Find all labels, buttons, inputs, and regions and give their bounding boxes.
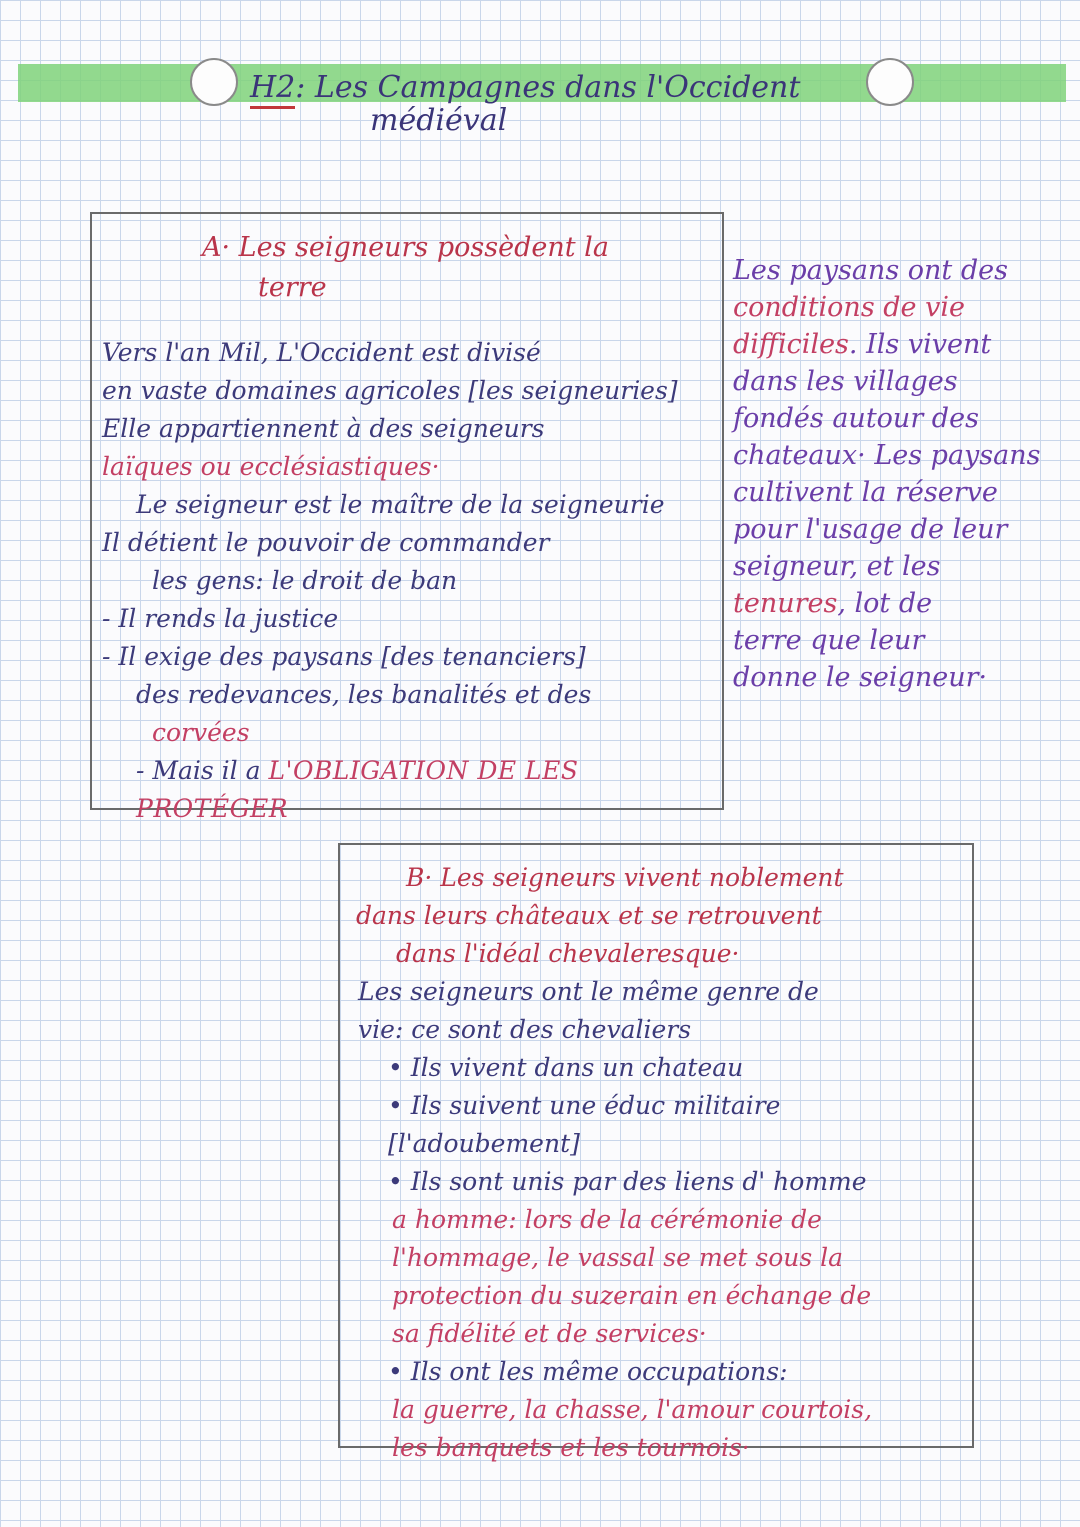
side-line [733,585,1063,622]
side-line [733,326,1063,363]
side-note-paysans [733,252,1063,696]
text-line: Elle appartiennent à des seigneurs [102,414,545,443]
page-title [250,70,800,138]
text-line: en vaste domaines agricoles [les seigneuries] [102,376,678,405]
side-line: Les paysans ont des [733,255,1008,286]
text-line: les gens: le droit de ban [152,566,458,595]
text-line: Vers l'an Mil, L'Occident est divisé [102,338,541,367]
section-b-title-line3: dans l'idéal chevaleresque· [396,939,740,968]
bullet-item: • Ils sont unis par des liens d' homme [358,1163,968,1201]
text-line: les banquets et les tournois· [392,1433,750,1462]
text-line: - Il rends la justice [102,604,339,633]
bullet-item: • Ils ont les même occupations: [358,1353,968,1391]
side-line: terre que leur [733,625,925,656]
text-line: sa fidélité et de services· [392,1319,707,1348]
section-a-body [102,334,722,828]
section-b-title-line2: dans leurs châteaux et se retrouvent [356,901,822,930]
text-line: l'hommage, le vassal se met sous la [392,1243,844,1272]
text-line [102,752,722,828]
side-line-3b: . Ils vivent [848,329,992,360]
text-line: Les seigneurs ont le même genre de [358,977,819,1006]
side-line: conditions de vie [733,292,965,323]
section-a-box [90,212,724,823]
side-line: seigneur, et les [733,551,941,582]
text-line: vie: ce sont des chevaliers [358,1015,692,1044]
section-b-box [338,843,974,1462]
side-line: fondés autour des [733,403,979,434]
section-b-title-line1: B· Les seigneurs vivent noblement [406,863,844,892]
chapter-code: H2 [250,70,296,105]
section-b-body [358,973,968,1467]
text-line: protection du suzerain en échange de [392,1281,872,1310]
side-line: chateaux· Les paysans [733,440,1041,471]
obligation-text: L'OBLIGATION DE LES PROTÉGER [136,756,579,823]
text-line: a homme: lors de la cérémonie de [392,1205,822,1234]
text-line: des redevances, les banalités et des [136,680,592,709]
title-line-2: médiéval [370,103,508,138]
punch-hole-left [190,58,238,106]
title-line-1: : Les Campagnes dans l'Occident [295,70,801,105]
side-difficiles: difficiles [733,329,849,360]
text-line: Le seigneur est le maître de la seigneurie [136,490,665,519]
text-line: laïques ou ecclésiastiques· [102,452,440,481]
section-a-title-line2: terre [258,272,327,303]
side-line: cultivent la réserve [733,477,998,508]
section-a-title [202,228,682,308]
section-b-title [356,859,956,973]
side-tenures: tenures [733,588,838,619]
text-line: corvées [152,718,250,747]
text-line: - Il exige des paysans [des tenanciers] [102,642,586,671]
side-line: dans les villages [733,366,958,397]
punch-hole-right [866,58,914,106]
text-line: la guerre, la chasse, l'amour courtois, [392,1395,873,1424]
section-a-title-line1: A· Les seigneurs possèdent la [202,232,609,263]
side-line-10b: , lot de [837,588,933,619]
side-line: donne le seigneur· [733,662,988,693]
bullet-item: • Ils vivent dans un chateau [358,1049,968,1087]
side-line: pour l'usage de leur [733,514,1008,545]
bullet-item: • Ils suivent une éduc militaire [l'adoubement] [358,1087,968,1163]
text-line: Il détient le pouvoir de commander [102,528,550,557]
text-mais: - Mais il a [136,756,261,785]
